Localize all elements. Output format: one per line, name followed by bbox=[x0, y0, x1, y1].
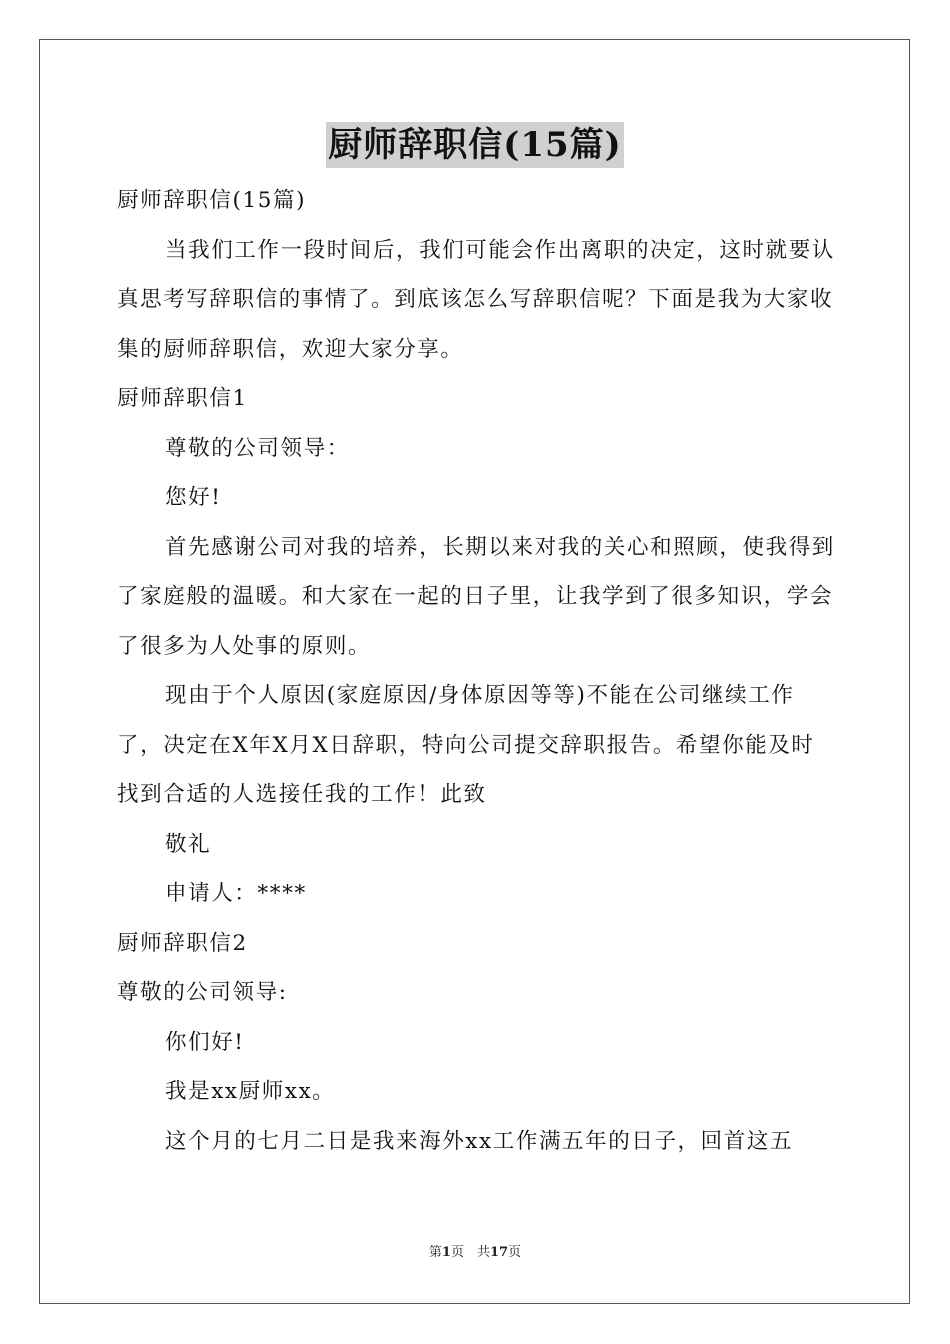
paragraph: 尊敬的公司领导: bbox=[117, 980, 288, 1005]
footer-total-pages: 17 bbox=[489, 1245, 509, 1260]
paragraph: 现由于个人原因(家庭原因/身体原因等等)不能在公司继续工作了，决定在X年X月X日辞职，特向公司提交辞职报告。希望你能及时找到合适的人选接任我的工作！此致 bbox=[117, 683, 815, 807]
paragraph: 尊敬的公司领导： bbox=[165, 435, 350, 461]
footer-page-number: 1 bbox=[441, 1245, 451, 1260]
title-container bbox=[0, 122, 950, 168]
footer-suffix: 页 bbox=[508, 1245, 522, 1260]
page-footer bbox=[0, 1244, 950, 1262]
document-title: 厨师辞职信(15篇) bbox=[326, 122, 624, 168]
paragraph: 申请人：**** bbox=[165, 881, 307, 906]
paragraph: 这个月的七月二日是我来海外xx工作满五年的日子，回首这五 bbox=[165, 1128, 794, 1154]
paragraph: 首先感谢公司对我的培养，长期以来对我的关心和照顾，使我得到了家庭般的温暖。和大家在一起的日子里，让我学到了很多知识，学会了很多为人处事的原则。 bbox=[117, 534, 835, 659]
paragraph: 厨师辞职信(15篇) bbox=[117, 188, 307, 213]
document-body bbox=[117, 176, 837, 1166]
paragraph: 厨师辞职信1 bbox=[117, 386, 248, 411]
paragraph: 你们好! bbox=[165, 1029, 245, 1055]
paragraph: 您好! bbox=[165, 485, 222, 510]
footer-prefix: 第 bbox=[428, 1245, 442, 1260]
paragraph: 敬礼 bbox=[165, 831, 212, 857]
paragraph: 我是xx厨师xx。 bbox=[165, 1079, 336, 1104]
paragraph: 厨师辞职信2 bbox=[117, 930, 248, 956]
paragraph: 当我们工作一段时间后，我们可能会作出离职的决定，这时就要认真思考写辞职信的事情了。到底该怎么写辞职信呢？下面是我为大家收集的厨师辞职信，欢迎大家分享。 bbox=[117, 237, 835, 362]
footer-mid: 页 共 bbox=[450, 1245, 490, 1260]
